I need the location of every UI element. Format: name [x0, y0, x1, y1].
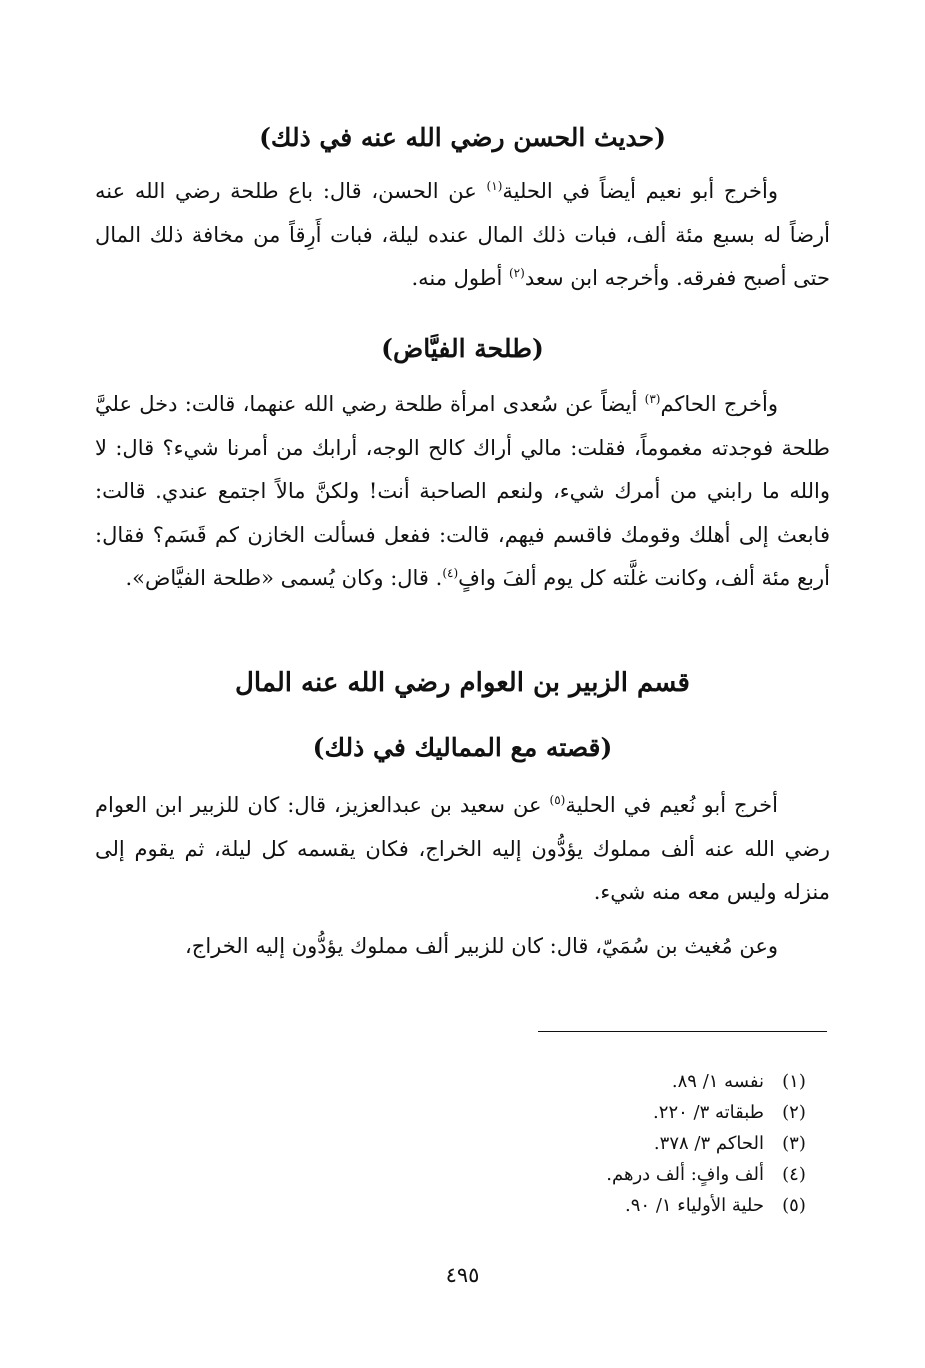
section-heading-mamalik: (قصته مع المماليك في ذلك): [312, 733, 613, 762]
footnote-ref-3[interactable]: (٣): [644, 392, 661, 406]
footnote-number: (٤): [782, 1164, 806, 1185]
footnote-ref-2[interactable]: (٢): [508, 266, 525, 280]
footnote-number: (٢): [782, 1102, 806, 1123]
footnote-item: [606, 1066, 820, 1097]
page-number: ٤٩٥: [445, 1263, 480, 1287]
footnote-number: (١): [782, 1071, 806, 1092]
section-heading-fayyad: (طلحة الفيَّاض): [381, 334, 544, 363]
footnote-ref-5[interactable]: (٥): [549, 793, 566, 807]
footnote-text: ألف وافٍ: ألف درهم.: [606, 1164, 764, 1185]
footnote-text: حلية الأولياء ١/ ٩٠.: [625, 1195, 764, 1216]
footnote-item: [606, 1190, 820, 1221]
footnote-text: الحاكم ٣/ ٣٧٨.: [653, 1133, 764, 1154]
paragraph-fayyad: وأخرج الحاكم$^{(٣)}$ أيضاً عن سُعدى امرأة طلحة رضي الله عنهما، قالت: دخل عليَّ طلحة فوجدته مغموماً، فقلت: مالي أراك كالح الوجه، أرابك من أمرنا شيء؟ قال: لا والله ما رابني من أمرك شيء، ولنعم الصاحبة أنت! ولكنَّ مالاً اجتمع عندي. قالت: فابعث إلى أهلك وقومك فاقسم فيهم، قالت: ففعل فسألت الخازن كم قَسَم؟ فقال: أربع مئة ألف، وكانت غلَّته كل يوم ألفَ وافٍ$^{(٤)}$. قال: وكان يُسمى «طلحة الفيَّاض».: [95, 392, 830, 590]
section-heading-hasan: (حديث الحسن رضي الله عنه في ذلك): [259, 123, 666, 152]
paragraph-hasan: وأخرج أبو نعيم أيضاً في الحلية$^{(١)}$ عن الحسن، قال: باع طلحة رضي الله عنه أرضاً له بسبع مئة ألف، فبات ذلك المال عنده ليلة، فبات أَرِقاً من مخافة ذلك المال حتى أصبح ففرقه. وأخرجه ابن سعد$^{(٢)}$ أطول منه.: [95, 179, 830, 290]
footnote-item: [606, 1097, 820, 1128]
footnote-ref-4[interactable]: (٤): [442, 566, 459, 580]
paragraph-mughith: وعن مُغيث بن سُمَيّ، قال: كان للزبير ألف مملوك يؤدُّون إليه الخراج،: [184, 934, 778, 958]
footnote-divider: [538, 1031, 827, 1032]
footnotes-list: [606, 1066, 820, 1221]
footnote-text: طبقاته ٣/ ٢٢٠.: [653, 1102, 764, 1123]
footnote-item: [606, 1128, 820, 1159]
footnote-text: نفسه ١/ ٨٩.: [671, 1071, 764, 1092]
footnote-number: (٥): [782, 1195, 806, 1216]
footnote-item: [606, 1159, 820, 1190]
paragraph-zubayr: أخرج أبو نُعيم في الحلية$^{(٥)}$ عن سعيد بن عبدالعزيز، قال: كان للزبير ابن العوام رضي الله عنه ألف مملوك يؤدُّون إليه الخراج، فكان يقسمه كل ليلة، ثم يقوم إلى منزله وليس معه منه شيء.: [95, 793, 830, 904]
footnote-number: (٣): [782, 1133, 806, 1154]
chapter-heading-zubayr: قسم الزبير بن العوام رضي الله عنه المال: [235, 668, 690, 698]
footnote-ref-1[interactable]: (١): [486, 179, 503, 193]
